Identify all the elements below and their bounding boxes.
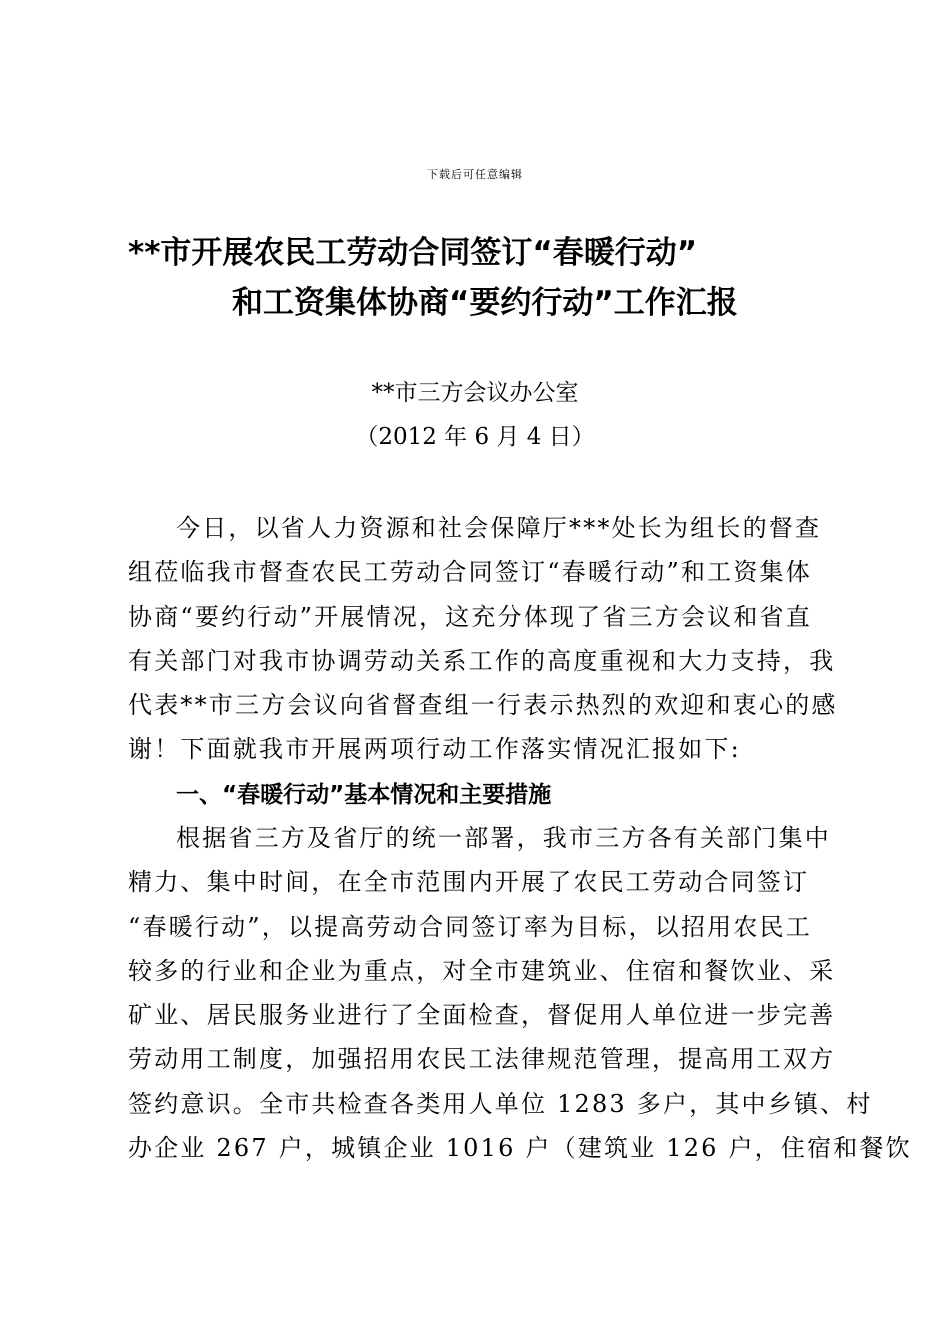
paragraph-section-1 (128, 816, 912, 1170)
document-title-line-1: **市开展农民工劳动合同签订“春暖行动” (128, 235, 698, 271)
document-title-line-2: 和工资集体协商“要约行动”工作汇报 (232, 285, 738, 321)
paragraph-line: 精力、集中时间，在全市范围内开展了农民工劳动合同签订 (128, 868, 810, 897)
paragraph-line: 谢！下面就我市开展两项行动工作落实情况汇报如下: (128, 735, 741, 764)
paragraph-line: 有关部门对我市协调劳动关系工作的高度重视和大力支持，我 (128, 646, 836, 675)
paragraph-line: 办企业 267 户，城镇企业 1016 户（建筑业 126 户，住宿和餐饮 (128, 1134, 912, 1163)
paragraph-line: 根据省三方及省厅的统一部署，我市三方各有关部门集中 (176, 824, 831, 852)
paragraph-line: 代表**市三方会议向省督查组一行表示热烈的欢迎和衷心的感 (128, 691, 838, 720)
paragraph-line: 今日，以省人力资源和社会保障厅***处长为组长的督查 (176, 514, 822, 542)
header-note: 下载后可任意编辑 (427, 168, 523, 181)
report-date: （2012 年 6 月 4 日） (355, 424, 595, 450)
paragraph-intro (128, 506, 838, 772)
paragraph-line: 组莅临我市督查农民工劳动合同签订“春暖行动”和工资集体 (128, 558, 812, 587)
section-heading-1: 一、“春暖行动”基本情况和主要措施 (176, 782, 552, 808)
paragraph-line: 协商“要约行动”开展情况，这充分体现了省三方会议和省直 (128, 602, 812, 631)
paragraph-line: 较多的行业和企业为重点，对全市建筑业、住宿和餐饮业、采 (128, 956, 836, 985)
author-office: **市三方会议办公室 (371, 380, 579, 406)
paragraph-line: 签约意识。全市共检查各类用人单位 1283 多户，其中乡镇、村 (128, 1089, 873, 1118)
paragraph-line: “春暖行动”，以提高劳动合同签订率为目标，以招用农民工 (128, 912, 812, 941)
paragraph-line: 矿业、居民服务业进行了全面检查，督促用人单位进一步完善 (128, 1001, 836, 1030)
paragraph-line: 劳动用工制度，加强招用农民工法律规范管理，提高用工双方 (128, 1045, 836, 1074)
